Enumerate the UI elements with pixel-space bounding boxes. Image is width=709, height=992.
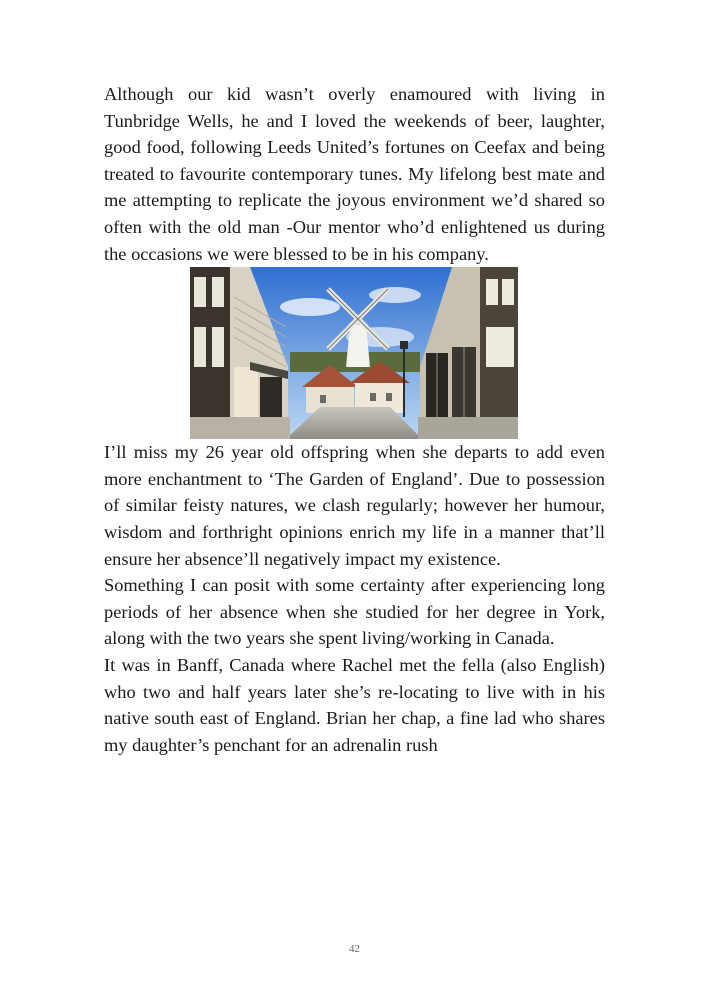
paragraph-3: Something I can posit with some certainty after experiencing long periods of her absence when she studied for her degree in York, along with the two years she spent living/working in Canada. (104, 575, 605, 649)
street-lamp-head (400, 341, 408, 349)
shop-window (260, 377, 282, 417)
pavement-left (190, 417, 290, 439)
window (320, 395, 326, 403)
photo-illustration (190, 267, 518, 439)
windmill-tower (346, 325, 370, 367)
paragraph-2: I’ll miss my 26 year old offspring when she departs to add even more enchantment to ‘The Garden of England’. Due to possession of similar feisty natures, we clash regularly; however her humour, wisdom and forthright opinions enrich my life in a manner that’ll ensure her absence’ll negatively impact my existence. (104, 442, 605, 569)
page-number: 42 (349, 943, 360, 955)
window (386, 393, 392, 401)
shop-front (234, 367, 258, 417)
page-body (104, 81, 605, 758)
street-windmill-photo (190, 267, 518, 439)
pavement-right (418, 417, 518, 439)
window (370, 393, 376, 401)
paragraph-4: It was in Banff, Canada where Rachel met the fella (also English) who two and half years later she’s re-locating to live with in his native south east of England. Brian her chap, a fine lad who shares my daughter’s penchant for an adrenalin rush (104, 654, 605, 755)
paragraph-1: Although our kid wasn’t overly enamoured with living in Tunbridge Wells, he and I loved the weekends of beer, laughter, good food, following Leeds United’s fortunes on Ceefax and being treated to favourite contemporary tunes. My lifelong best mate and me attempting to replicate the joyous environment we’d shared so often with the old man -Our mentor who’d enlightened us during the occasions we were blessed to be in his company. (104, 84, 605, 264)
cloud (280, 298, 340, 316)
